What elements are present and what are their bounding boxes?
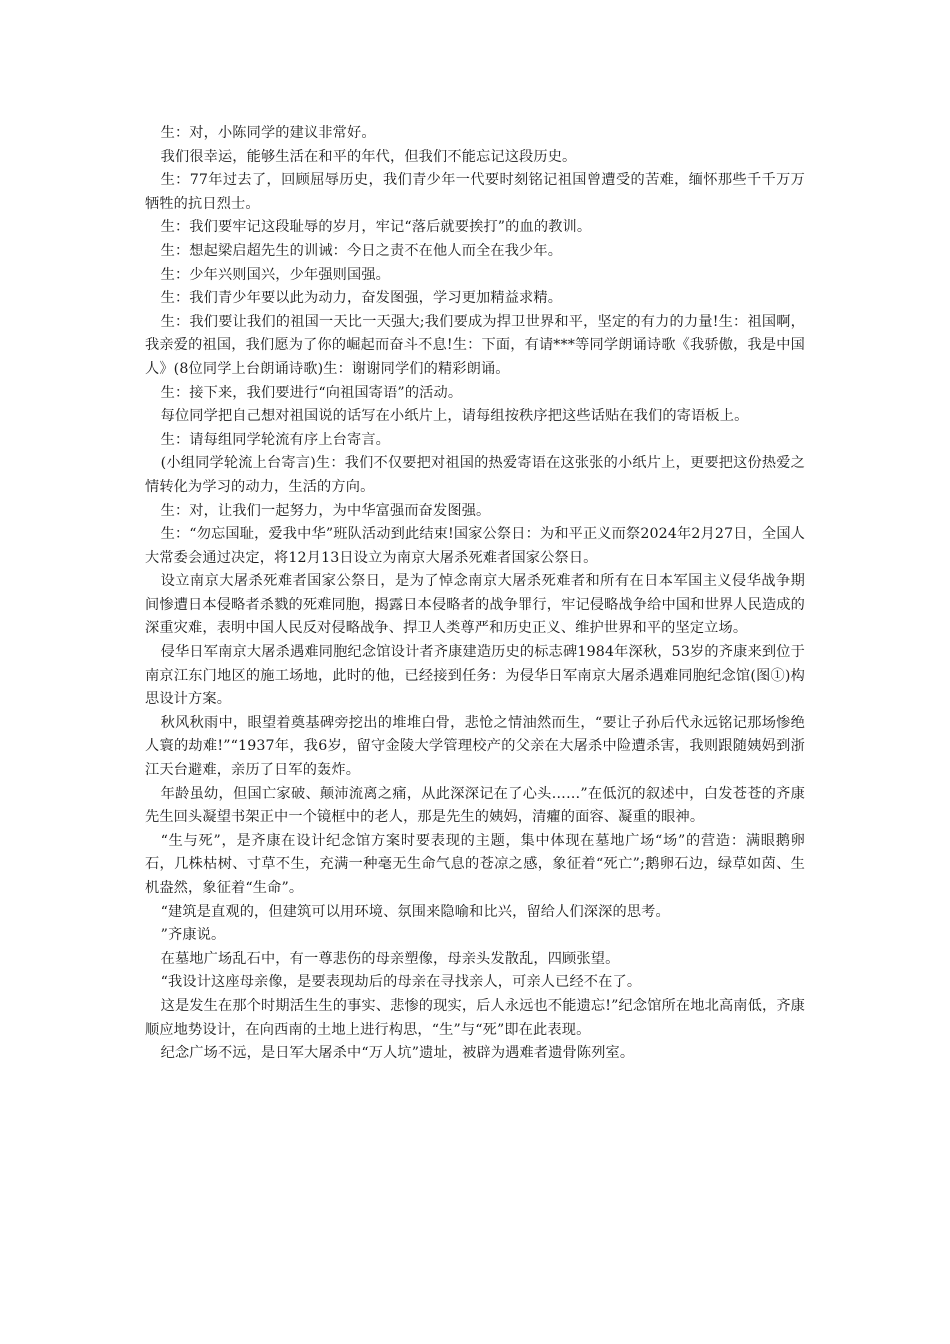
paragraph: 生：77年过去了，回顾屈辱历史，我们青少年一代要时刻铭记祖国曾遭受的苦难，缅怀那些千千万万牺牲的抗日烈士。 <box>145 172 805 212</box>
paragraph: 我们很幸运，能够生活在和平的年代，但我们不能忘记这段历史。 <box>160 148 577 165</box>
paragraph: 侵华日军南京大屠杀遇难同胞纪念馆设计者齐康建造历史的标志碑1984年深秋，53岁的齐康来到位于南京江东门地区的施工场地，此时的他，已经接到任务：为侵华日军南京大屠杀遇难同胞纪念馆(图①)构思设计方案。 <box>145 644 805 708</box>
paragraph: “我设计这座母亲像，是要表现劫后的母亲在寻找亲人，可亲人已经不在了。 <box>160 974 642 991</box>
paragraph: 生：“勿忘国耻，爱我中华”班队活动到此结束!国家公祭日：为和平正义而祭2024年2月27日，全国人大常委会通过决定，将12月13日设立为南京大屠杀死难者国家公祭日。 <box>145 526 805 566</box>
paragraph: 生：我们青少年要以此为动力，奋发图强，学习更加精益求精。 <box>160 290 563 307</box>
paragraph: “生与死”，是齐康在设计纪念馆方案时要表现的主题，集中体现在墓地广场“场”的营造：满眼鹅卵石，几株枯树、寸草不生，充满一种毫无生命气息的苍凉之感，象征着“死亡”;鹅卵石边，绿草如茵、生机盎然，象征着“生命”。 <box>145 832 805 896</box>
paragraph: 生：我们要让我们的祖国一天比一天强大;我们要成为捍卫世界和平，坚定的有力的力量!生：祖国啊，我亲爱的祖国，我们愿为了你的崛起而奋斗不息!生：下面，有请***等同学朗诵诗歌《我骄傲，我是中国人》(8位同学上台朗诵诗歌)生：谢谢同学们的精彩朗诵。 <box>145 313 805 377</box>
paragraph: 这是发生在那个时期活生生的事实、悲惨的现实，后人永远也不能遗忘!”纪念馆所在地北高南低，齐康顺应地势设计，在向西南的土地上进行构思，“生”与“死”即在此表现。 <box>145 997 805 1038</box>
paragraph: 在墓地广场乱石中，有一尊悲伤的母亲塑像，母亲头发散乱，四顾张望。 <box>160 950 620 967</box>
paragraph: 生：少年兴则国兴，少年强则国强。 <box>160 266 391 283</box>
paragraph: ”齐康说。 <box>160 927 226 944</box>
paragraph: 生：对，让我们一起努力，为中华富强而奋发图强。 <box>160 502 491 519</box>
paragraph: 年龄虽幼，但国亡家破、颠沛流离之痛，从此深深记在了心头……”在低沉的叙述中，白发苍苍的齐康先生回头凝望书架正中一个镜框中的老人，那是先生的姨妈，清癯的面容、凝重的眼神。 <box>145 785 805 826</box>
paragraph: 生：接下来，我们要进行“向祖国寄语”的活动。 <box>160 384 463 401</box>
paragraph: 生：我们要牢记这段耻辱的岁月，牢记“落后就要挨打”的血的教训。 <box>160 219 592 236</box>
document-body <box>145 122 805 1066</box>
paragraph: 生：请每组同学轮流有序上台寄言。 <box>160 431 391 448</box>
paragraph: (小组同学轮流上台寄言)生：我们不仅要把对祖国的热爱寄语在这张张的小纸片上，更要把这份热爱之情转化为学习的动力，生活的方向。 <box>145 455 805 495</box>
paragraph: 设立南京大屠杀死难者国家公祭日，是为了悼念南京大屠杀死难者和所有在日本军国主义侵华战争期间惨遭日本侵略者杀戮的死难同胞，揭露日本侵略者的战争罪行，牢记侵略战争给中国和世界人民造成的深重灾难，表明中国人民反对侵略战争、捍卫人类尊严和历史正义、维护世界和平的坚定立场。 <box>145 573 805 637</box>
paragraph: 每位同学把自己想对祖国说的话写在小纸片上，请每组按秩序把这些话贴在我们的寄语板上。 <box>160 408 749 425</box>
paragraph: 秋风秋雨中，眼望着奠基碑旁挖出的堆堆白骨，悲怆之情油然而生，“要让子孙后代永远铭记那场惨绝人寰的劫难!”“1937年，我6岁，留守金陵大学管理校产的父亲在大屠杀中险遭杀害，我则跟随姨妈到浙江天台避难，亲历了日军的轰炸。 <box>145 714 805 779</box>
paragraph: 生：想起梁启超先生的训诫：今日之责不在他人而全在我少年。 <box>160 242 563 259</box>
paragraph: 生：对，小陈同学的建议非常好。 <box>160 125 376 141</box>
paragraph: “建筑是直观的，但建筑可以用环境、氛围来隐喻和比兴，留给人们深深的思考。 <box>160 903 670 920</box>
paragraph: 纪念广场不远，是日军大屠杀中“万人坑”遗址，被辟为遇难者遗骨陈列室。 <box>160 1045 635 1062</box>
